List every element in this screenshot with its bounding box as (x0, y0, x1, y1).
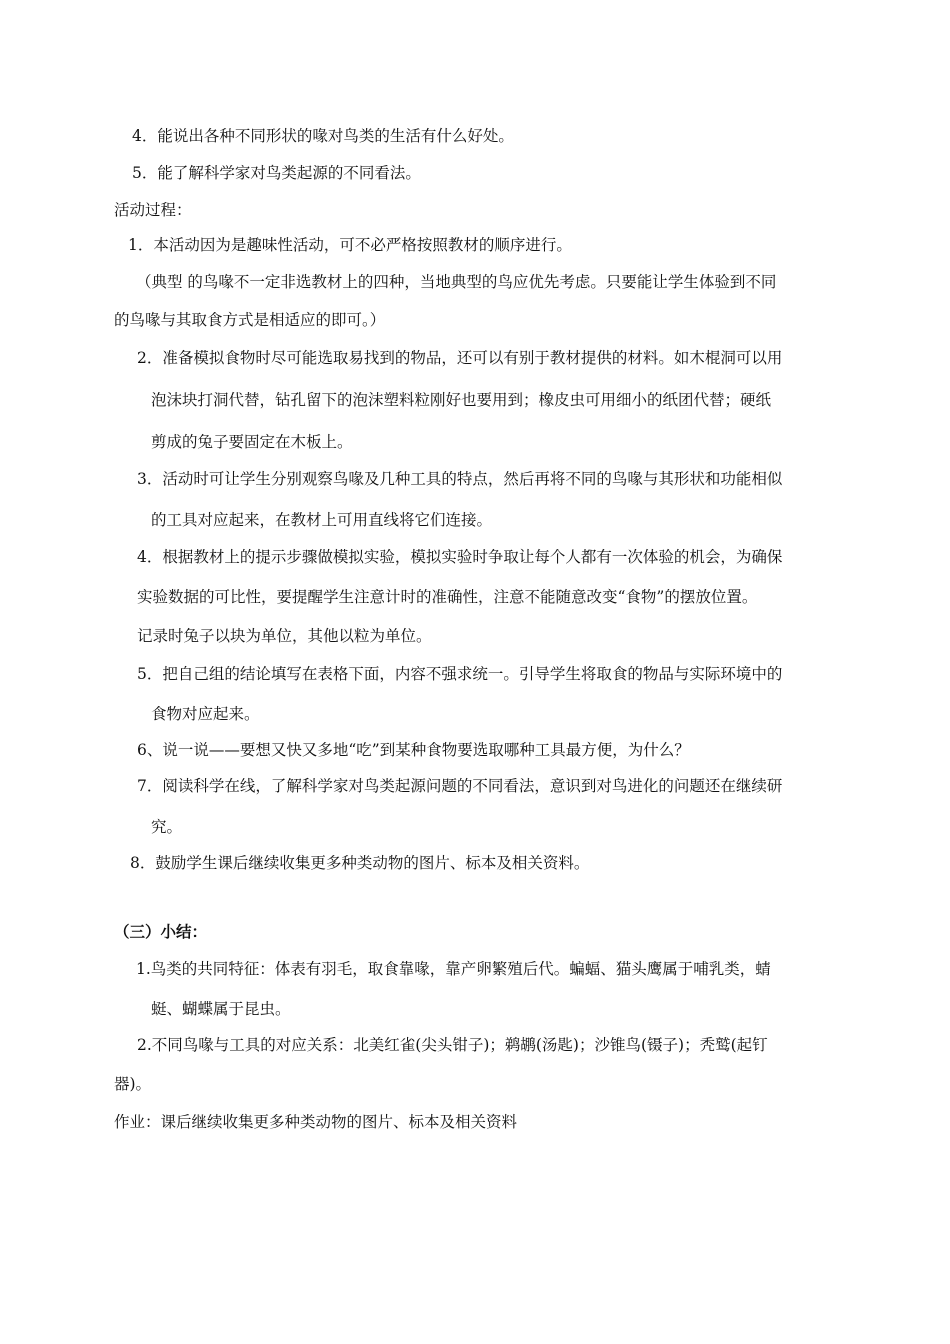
step-2-line-2: 泡沫块打洞代替，钻孔留下的泡沫塑料粒刚好也要用到；橡皮虫可用细小的纸团代替；硬纸 (151, 391, 772, 409)
process-heading: 活动过程： (114, 201, 192, 219)
step-1-note-line-1: （典型 的鸟喙不一定非选教材上的四种，当地典型的鸟应优先考虑。只要能让学生体验到不同 (136, 273, 777, 291)
step-7-line-2: 究。 (151, 818, 183, 836)
summary-heading: （三）小结： (114, 922, 208, 941)
step-1: 1．本活动因为是趣味性活动，可不必严格按照教材的顺序进行。 (128, 236, 572, 254)
objective-5: 5．能了解科学家对鸟类起源的不同看法。 (132, 164, 421, 182)
objective-4: 4．能说出各种不同形状的喙对鸟类的生活有什么好处。 (132, 127, 514, 145)
step-1-note-line-2: 的鸟喙与其取食方式是相适应的即可。） (114, 311, 386, 329)
step-4-line-1: 4．根据教材上的提示步骤做模拟实验，模拟实验时争取让每个人都有一次体验的机会，为确保 (137, 548, 783, 566)
step-2-line-1: 2．准备模拟食物时尽可能选取易找到的物品，还可以有别于教材提供的材料。如木棍洞可以用 (137, 349, 783, 367)
step-6: 6、说一说——要想又快又多地“吃”到某种食物要选取哪种工具最方便，为什么？ (137, 741, 690, 759)
step-7-line-1: 7．阅读科学在线，了解科学家对鸟类起源问题的不同看法，意识到对鸟进化的问题还在继续研 (137, 777, 783, 795)
step-4-line-2: 实验数据的可比性，要提醒学生注意计时的准确性，注意不能随意改变“食物”的摆放位置。 (137, 588, 758, 606)
step-3-line-1: 3．活动时可让学生分别观察鸟喙及几种工具的特点，然后再将不同的鸟喙与其形状和功能相似 (137, 470, 783, 488)
step-3-line-2: 的工具对应起来，在教材上可用直线将它们连接。 (151, 511, 493, 529)
summary-point-1-line-2: 蜓、蝴蝶属于昆虫。 (151, 1000, 291, 1018)
step-8: 8．鼓励学生课后继续收集更多种类动物的图片、标本及相关资料。 (130, 854, 590, 872)
summary-point-2-line-1: 2.不同鸟喙与工具的对应关系：北美红雀(尖头钳子)；鹈鹕(汤匙)；沙锥鸟(镊子)；秃鹫(起钉 (137, 1036, 768, 1054)
homework: 作业：课后继续收集更多种类动物的图片、标本及相关资料 (114, 1113, 518, 1131)
summary-point-2-line-2: 器)。 (114, 1075, 152, 1093)
step-5-line-2: 食物对应起来。 (151, 705, 260, 723)
step-5-line-1: 5．把自己组的结论填写在表格下面，内容不强求统一。引导学生将取食的物品与实际环境中的 (137, 665, 783, 683)
step-4-line-3: 记录时兔子以块为单位，其他以粒为单位。 (137, 627, 432, 645)
summary-point-1-line-1: 1.鸟类的共同特征：体表有羽毛，取食靠喙，靠产卵繁殖后代。蝙蝠、猫头鹰属于哺乳类，蜻 (136, 960, 771, 978)
step-2-line-3: 剪成的兔子要固定在木板上。 (151, 433, 353, 451)
